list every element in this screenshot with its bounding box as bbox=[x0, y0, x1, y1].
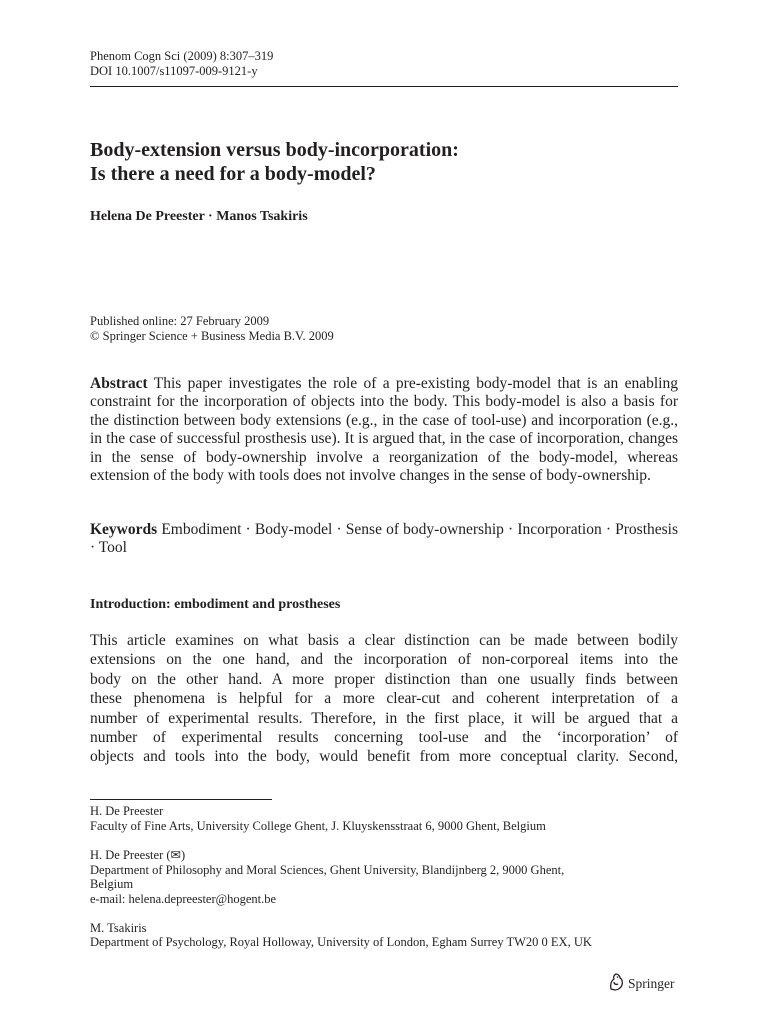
header-rule bbox=[90, 86, 678, 87]
keywords-label: Keywords bbox=[90, 521, 158, 538]
abstract-text: This paper investigates the role of a pre-existing body-model that is an enabling constraint for the incorporation of objects into the body. This body-model is also a basis for the distinction between body extensions (e.g., in the case of tool-use) and incorporation (e.g., in the case of successful prosthesis use). It is argued that, in the case of incorporation, changes in the sense of body-ownership involve a reorganization of the body-model, whereas extension of the body with tools does not involve changes in the sense of body-ownership. bbox=[90, 375, 678, 485]
intro-line: number of experimental results concerning tool-use and the ‘incorporation’ of bbox=[90, 729, 678, 747]
title-line-1: Body-extension versus body-incorporation: bbox=[90, 139, 459, 161]
affiliation-3-address: Department of Psychology, Royal Holloway, University of London, Egham Surrey TW20 0 EX, UK bbox=[90, 935, 592, 949]
intro-line: these phenomena is helpful for a more clear-cut and coherent interpretation of a bbox=[90, 690, 678, 708]
abstract-label: Abstract bbox=[90, 375, 148, 392]
affiliation-1-address: Faculty of Fine Arts, University College Ghent, J. Kluyskensstraat 6, 9000 Ghent, Belgium bbox=[90, 819, 546, 833]
copyright-notice: © Springer Science + Business Media B.V. 2009 bbox=[90, 329, 334, 343]
author-email[interactable]: e-mail: helena.depreester@hogent.be bbox=[90, 892, 277, 906]
journal-citation: Phenom Cogn Sci (2009) 8:307–319 bbox=[90, 49, 274, 63]
publisher-logo bbox=[608, 973, 675, 995]
published-date: Published online: 27 February 2009 bbox=[90, 314, 270, 328]
intro-line: body on the other hand. A more proper distinction than one usually finds between bbox=[90, 670, 678, 688]
springer-horse-icon bbox=[608, 973, 624, 995]
article-title bbox=[90, 138, 459, 186]
doi: DOI 10.1007/s11097-009-9121-y bbox=[90, 64, 258, 78]
keywords bbox=[90, 521, 678, 558]
author-list: Helena De Preester · Manos Tsakiris bbox=[90, 209, 308, 224]
affiliation-2-address-line2: Belgium bbox=[90, 877, 134, 891]
intro-line: This article examines on what basis a clear distinction can be made between bodily bbox=[90, 632, 678, 649]
section-heading: Introduction: embodiment and prostheses bbox=[90, 597, 341, 612]
affiliation-1-name: H. De Preester bbox=[90, 804, 164, 818]
abstract bbox=[90, 375, 678, 485]
footnote-rule bbox=[90, 799, 272, 800]
title-line-2: Is there a need for a body-model? bbox=[90, 163, 376, 185]
publisher-name: Springer bbox=[628, 976, 675, 991]
intro-line: number of experimental results. Therefore, in the first place, it will be argued that a bbox=[90, 709, 678, 727]
intro-line: objects and tools into the body, would benefit from more conceptual clarity. Second, bbox=[90, 748, 678, 766]
affiliation-3-name: M. Tsakiris bbox=[90, 921, 147, 935]
affiliation-2-address-line1: Department of Philosophy and Moral Sciences, Ghent University, Blandijnberg 2, 9000 Ghent, bbox=[90, 863, 565, 877]
intro-paragraph bbox=[90, 631, 678, 767]
intro-line: extensions on the one hand, and the incorporation of non-corporeal items into the bbox=[90, 651, 678, 669]
keywords-text: Embodiment · Body-model · Sense of body-ownership · Incorporation · Prosthesis · Tool bbox=[90, 521, 679, 557]
affiliation-2-name: H. De Preester (✉) bbox=[90, 848, 186, 862]
